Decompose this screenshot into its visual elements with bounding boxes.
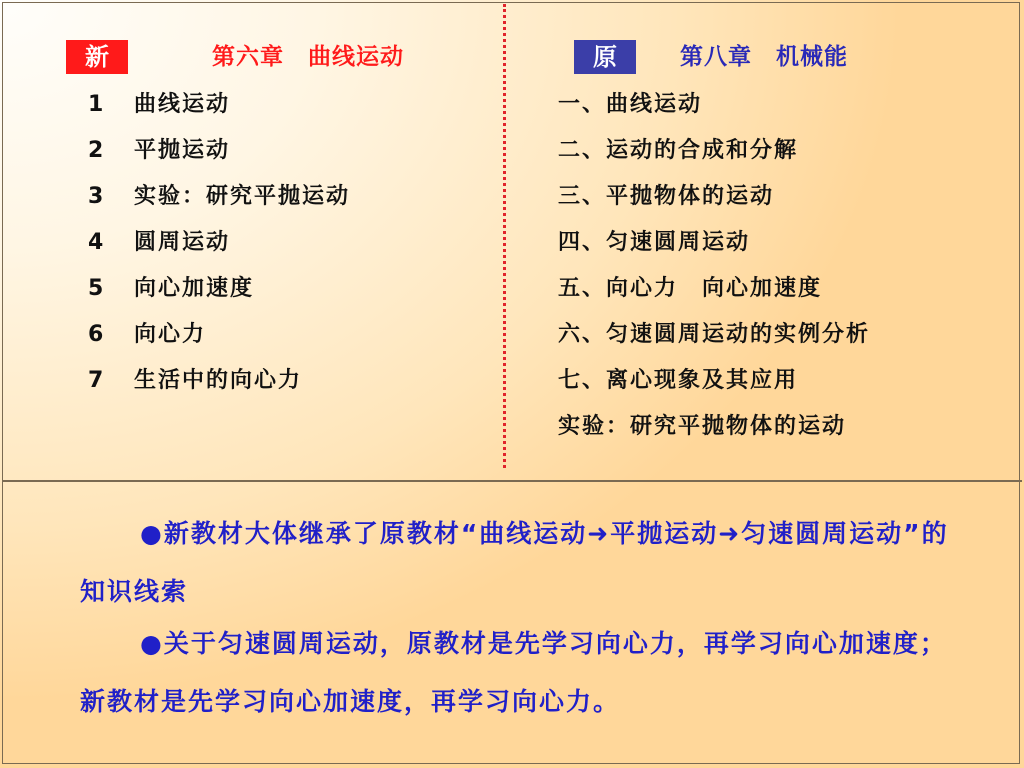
new-chapter-list	[88, 82, 350, 404]
orig-chapter-title: 第八章 机械能	[680, 44, 848, 70]
orig-badge: 原	[574, 40, 636, 74]
list-item: 六、匀速圆周运动的实例分析	[558, 322, 871, 347]
item-number: 5	[88, 276, 104, 301]
note-paragraph-2: ●关于匀速圆周运动，原教材是先学习向心力，再学习向心加速度；新教材是先学习向心加速度，再学习向心力。	[80, 629, 947, 716]
item-text: 实验：研究平抛运动	[134, 184, 351, 209]
list-item	[88, 128, 350, 174]
list-item: 二、运动的合成和分解	[558, 138, 799, 163]
item-number: 1	[88, 92, 104, 117]
list-item	[88, 220, 350, 266]
new-badge: 新	[66, 40, 128, 74]
item-text: 平抛运动	[134, 138, 231, 163]
item-number: 6	[88, 322, 104, 347]
item-text: 向心加速度	[134, 276, 255, 301]
orig-chapter-list	[558, 82, 870, 450]
list-item	[88, 266, 350, 312]
horizontal-divider	[2, 480, 1022, 482]
item-text: 向心力	[134, 322, 207, 347]
list-item	[88, 312, 350, 358]
list-item: 实验：研究平抛物体的运动	[558, 414, 847, 439]
item-number: 2	[88, 138, 104, 163]
list-item	[88, 82, 350, 128]
list-item: 一、曲线运动	[558, 92, 703, 117]
list-item: 七、离心现象及其应用	[558, 368, 799, 393]
list-item	[88, 358, 350, 404]
new-chapter-title: 第六章 曲线运动	[212, 44, 404, 70]
list-item: 五、向心力 向心加速度	[558, 276, 823, 301]
vertical-dotted-divider	[503, 4, 506, 468]
item-text: 曲线运动	[134, 92, 231, 117]
note-paragraph-1: ●新教材大体继承了原教材“曲线运动➜平抛运动➜匀速圆周运动”的知识线索	[80, 519, 949, 606]
list-item	[88, 174, 350, 220]
item-text: 生活中的向心力	[134, 368, 303, 393]
list-item: 三、平抛物体的运动	[558, 184, 775, 209]
item-number: 3	[88, 184, 104, 209]
item-number: 7	[88, 368, 104, 393]
item-text: 圆周运动	[134, 230, 231, 255]
list-item: 四、匀速圆周运动	[558, 230, 751, 255]
item-number: 4	[88, 230, 104, 255]
